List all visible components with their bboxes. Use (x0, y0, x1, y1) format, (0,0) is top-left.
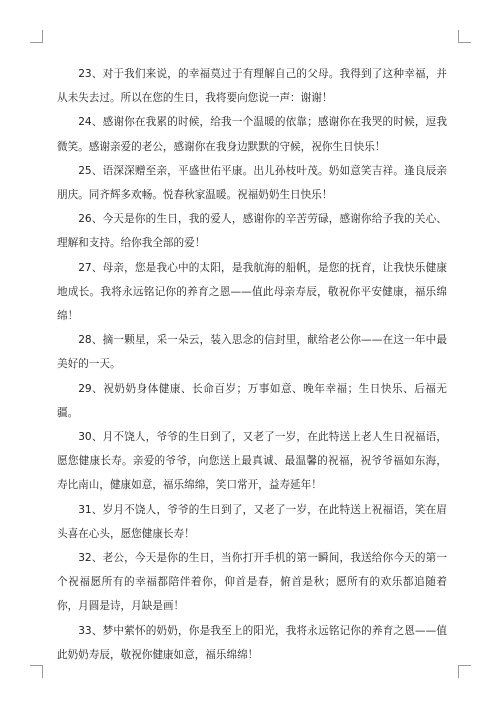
document-body (57, 62, 447, 667)
paragraph-29: 29、祝奶奶身体健康、长命百岁；万事如意、晚年幸福；生日快乐、后福无疆。 (57, 382, 447, 419)
paragraph-25: 25、语深深赠至亲，平盛世佑平康。出儿孙枝叶茂。奶如意笑吉祥。逢良辰亲朋庆。同齐辉多欢畅。悦春秋家温暖。祝福奶奶生日快乐！ (57, 164, 447, 202)
paragraph-32: 32、老公，今天是你的生日，当你打开手机的第一瞬间，我送给你今天的第一个祝福愿所有的幸福都陪伴着你，仰首是春，俯首是秋；愿所有的欢乐都追随着你，月圆是诗，月缺是画！ (57, 552, 447, 613)
paragraph-24: 24、感谢你在我累的时候，给我一个温暖的依靠；感谢你在我哭的时候，逗我微笑。感谢亲爱的老公，感谢你在我身边默默的守候，祝你生日快乐！ (57, 116, 447, 153)
paragraph-27: 27、母亲，您是我心中的太阳，是我航海的船帆，是您的抚育，让我快乐健康地成长。我将永远铭记你的养育之恩——值此母亲寿辰，敬祝你平安健康，福乐绵绵！ (57, 261, 447, 323)
paragraph-30: 30、月不饶人，爷爷的生日到了，又老了一岁，在此特送上老人生日祝福语，愿您健康长寿。亲爱的爷爷，向您送上最真诚、最温馨的祝福，祝爷爷福如东海，寿比南山，健康如意，福乐绵绵，笑口常开，益寿延年！ (57, 431, 447, 492)
paragraph-33: 33、梦中萦怀的奶奶，你是我至上的阳光，我将永远铭记你的养育之恩——值此奶奶寿辰，敬祝你健康如意，福乐绵绵！ (57, 624, 447, 661)
crop-mark-bottom-right (458, 665, 471, 678)
crop-mark-top-left (30, 30, 43, 43)
paragraph-23: 23、对于我们来说，的幸福莫过于有理解自己的父母。我得到了这种幸福，并从未失去过。所以在您的生日，我将要向您说一声：谢谢！ (57, 68, 447, 105)
paragraph-28: 28、摘一颗星，采一朵云，装入思念的信封里，献给老公你——在这一年中最美好的一天。 (57, 334, 447, 371)
paragraph-26: 26、今天是你的生日，我的爱人，感谢你的辛苦劳碌，感谢你给予我的关心、理解和支持。给你我全部的爱！ (57, 213, 447, 250)
crop-mark-bottom-left (30, 665, 43, 678)
paragraph-31: 31、岁月不饶人，爷爷的生日到了，又老了一岁，在此特送上祝福语，笑在眉头喜在心头，愿您健康长寿！ (57, 503, 447, 540)
crop-mark-top-right (458, 30, 471, 43)
